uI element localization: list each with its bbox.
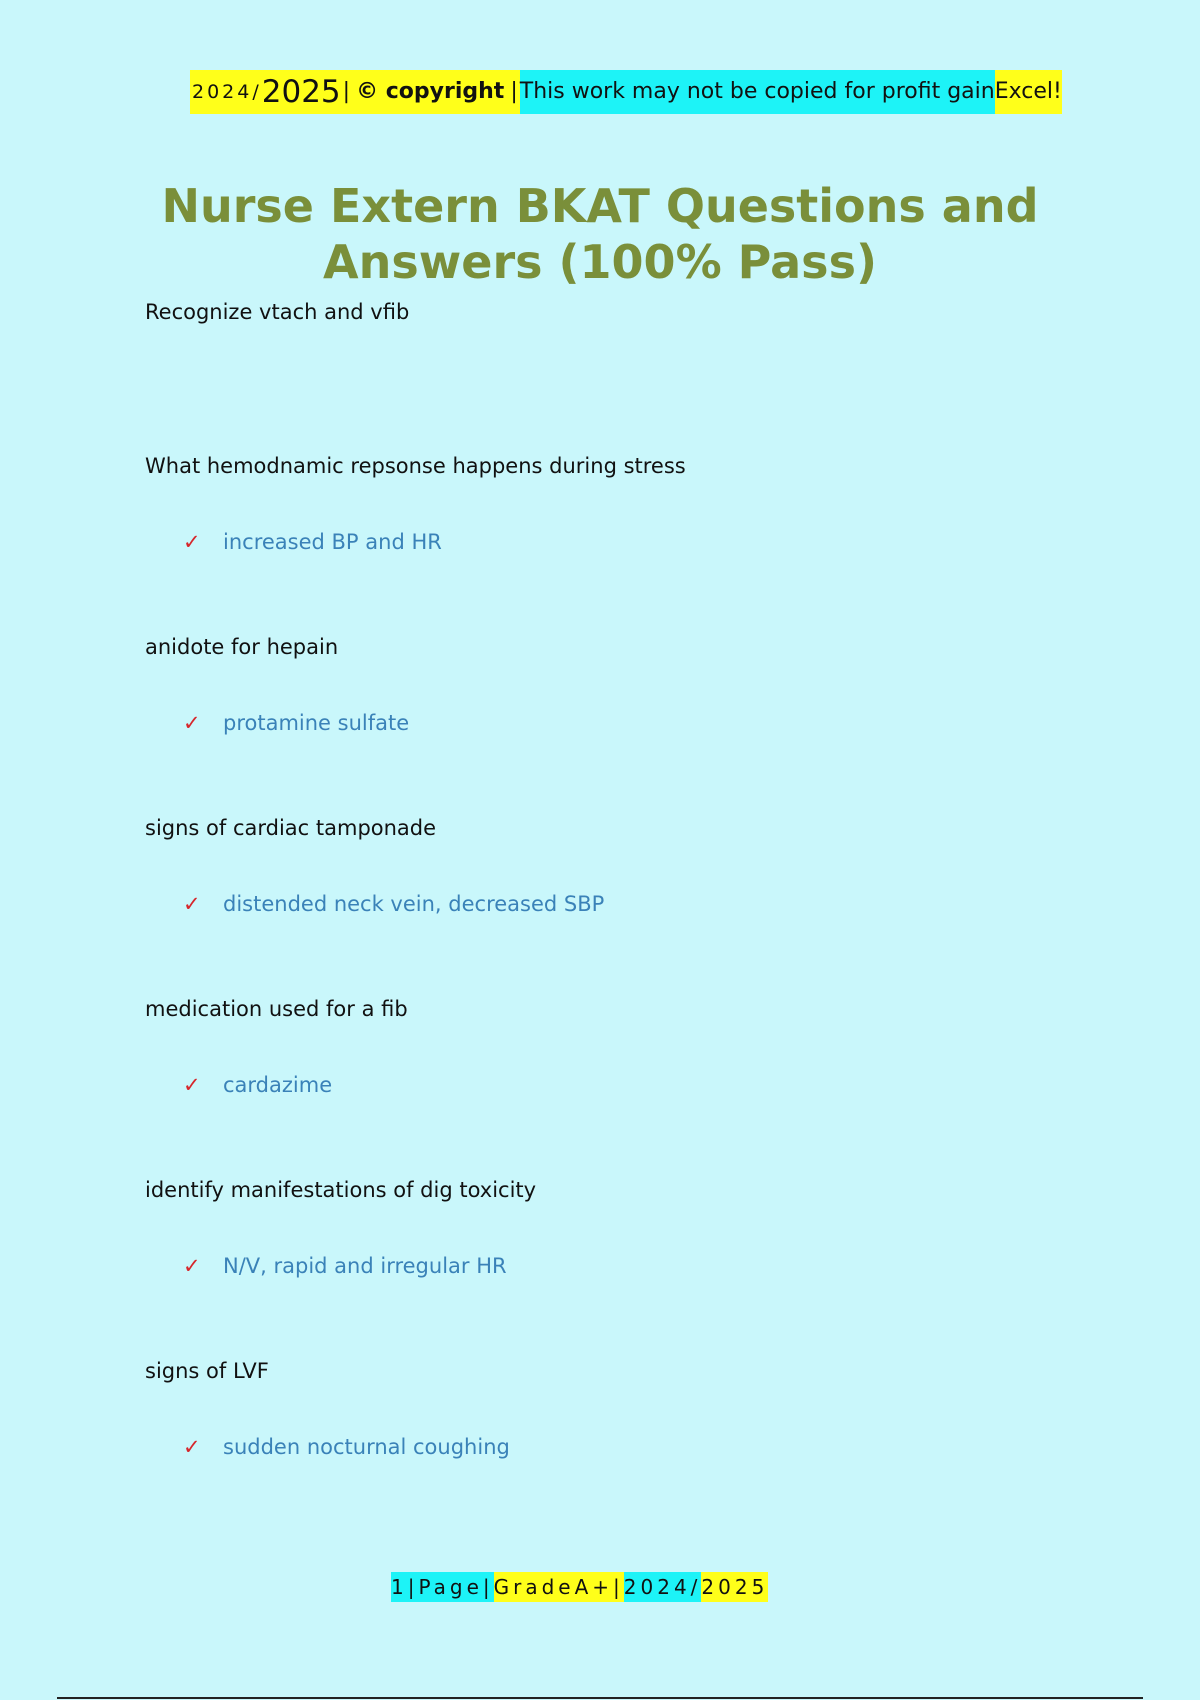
qa-item bbox=[145, 814, 1045, 995]
header-separator: | bbox=[508, 70, 519, 114]
answer-row bbox=[145, 1252, 1045, 1280]
checkmark-icon: ✓ bbox=[183, 1435, 201, 1459]
header-year-big: 2025 bbox=[262, 70, 341, 114]
answer-text: sudden nocturnal coughing bbox=[223, 1435, 510, 1459]
qa-item bbox=[145, 298, 1045, 452]
checkmark-icon: ✓ bbox=[183, 1254, 201, 1278]
qa-item bbox=[145, 633, 1045, 814]
footer-grade: GradeA+| bbox=[494, 1572, 624, 1602]
footer-year-start: 2024/ bbox=[624, 1572, 702, 1602]
bottom-divider bbox=[57, 1697, 1143, 1699]
question-text: anidote for hepain bbox=[145, 635, 339, 659]
checkmark-icon: ✓ bbox=[183, 530, 201, 554]
qa-item bbox=[145, 995, 1045, 1176]
header-notice: This work may not be copied for profit gain bbox=[520, 70, 995, 114]
answer-row bbox=[145, 1071, 1045, 1099]
answer-text: N/V, rapid and irregular HR bbox=[223, 1254, 507, 1278]
question-text: medication used for a fib bbox=[145, 997, 408, 1021]
document-title: Nurse Extern BKAT Questions and Answers (100% Pass) bbox=[161, 179, 1039, 289]
page-footer bbox=[391, 1572, 768, 1602]
question-text: Recognize vtach and vfib bbox=[145, 300, 410, 324]
header-excel: Excel! bbox=[995, 70, 1062, 114]
header-copyright: © copyright bbox=[352, 70, 508, 114]
page-header bbox=[190, 70, 1062, 114]
answer-row bbox=[145, 1433, 1045, 1461]
qa-list bbox=[145, 298, 1045, 1538]
checkmark-icon: ✓ bbox=[183, 1073, 201, 1097]
header-separator: | bbox=[341, 70, 352, 114]
qa-item bbox=[145, 1357, 1045, 1538]
checkmark-icon: ✓ bbox=[183, 711, 201, 735]
question-text: signs of cardiac tamponade bbox=[145, 816, 437, 840]
question-text: identify manifestations of dig toxicity bbox=[145, 1178, 537, 1202]
question-text: What hemodnamic repsonse happens during stress bbox=[145, 454, 686, 478]
qa-item bbox=[145, 1176, 1045, 1357]
answer-text: cardazime bbox=[223, 1073, 333, 1097]
answer-row bbox=[145, 890, 1045, 918]
checkmark-icon: ✓ bbox=[183, 892, 201, 916]
answer-row bbox=[145, 709, 1045, 737]
answer-text: increased BP and HR bbox=[223, 530, 442, 554]
answer-text: protamine sulfate bbox=[223, 711, 410, 735]
footer-year-end: 2025 bbox=[701, 1572, 768, 1602]
answer-row bbox=[145, 528, 1045, 556]
answer-text: distended neck vein, decreased SBP bbox=[223, 892, 605, 916]
footer-page: 1|Page| bbox=[391, 1572, 494, 1602]
header-year-small: 2024/ bbox=[190, 70, 262, 114]
question-text: signs of LVF bbox=[145, 1359, 269, 1383]
qa-item bbox=[145, 452, 1045, 633]
